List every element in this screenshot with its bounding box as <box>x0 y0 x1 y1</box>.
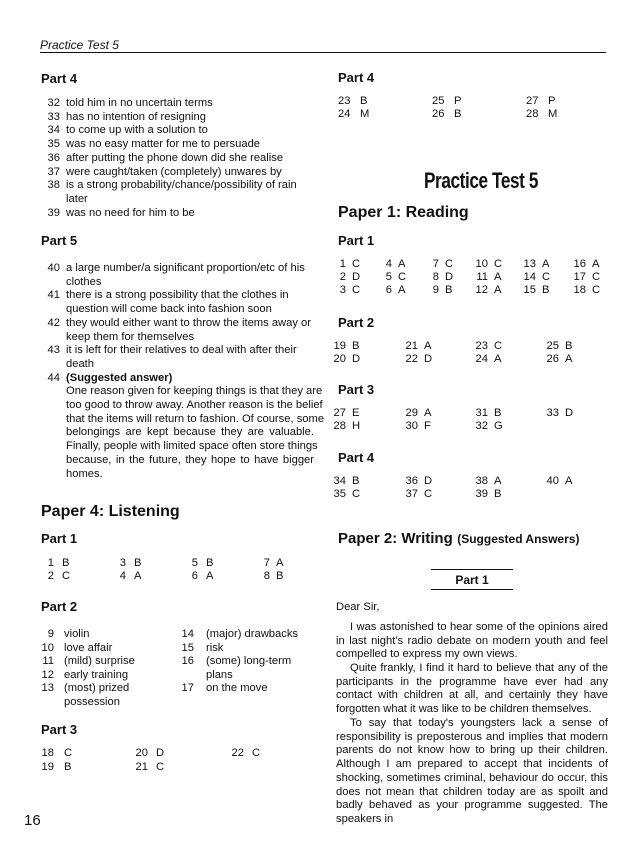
answer-number: 3 <box>339 284 346 296</box>
answer-number: 36 <box>405 475 418 487</box>
answer-letter: C <box>592 271 601 283</box>
answer-number: 32 <box>475 420 488 432</box>
answer-number: 4 <box>385 258 392 270</box>
header-rule <box>40 52 606 53</box>
answer-letter: B <box>565 340 573 352</box>
answer-number: 14 <box>523 271 536 283</box>
answer-letter: C <box>424 488 433 500</box>
answer-number: 8 <box>263 570 270 582</box>
answer-letter: D <box>352 271 361 283</box>
answer-letter: M <box>548 108 558 120</box>
answer-number: 5 <box>385 271 392 283</box>
answer-number: 33 <box>546 407 559 419</box>
answer-letter: A <box>276 557 284 569</box>
answer-letter: B <box>360 95 368 107</box>
answer-letter: A <box>494 475 502 487</box>
answer-number: 6 <box>191 570 198 582</box>
answer-letter: C <box>252 747 261 759</box>
answer-number: 31 <box>475 407 488 419</box>
answer-letter: H <box>352 420 361 432</box>
reading-part1-heading: Part 1 <box>338 233 375 248</box>
reading-part3-heading: Part 3 <box>338 382 375 397</box>
answer-letter: A <box>134 570 142 582</box>
letter-salutation: Dear Sir, <box>336 601 380 613</box>
answer-letter: C <box>156 760 165 773</box>
right-part4-heading: Part 4 <box>338 70 375 85</box>
answer-number: 13 <box>523 258 536 270</box>
answer-number: 35 <box>333 488 346 500</box>
answer-number: 38 <box>475 475 488 487</box>
answer-number: 6 <box>385 284 392 296</box>
answer-number: 8 <box>432 271 439 283</box>
letter-paragraph-1: I was astonished to hear some of the opinions aired in last night's radio debate on modern youth and feel compelled to express my own views. <box>336 621 608 661</box>
answer-letter: B <box>352 475 360 487</box>
part4-heading: Part 4 <box>41 71 78 86</box>
answer-number: 18 <box>573 284 586 296</box>
answer-letter: A <box>206 570 214 582</box>
answer-number: 23 <box>475 340 488 352</box>
answer-number: 3 <box>119 557 126 569</box>
answer-number: 20 <box>333 353 346 365</box>
answer-number: 25 <box>432 95 445 107</box>
page-number: 16 <box>24 812 41 829</box>
letter-paragraph-3: To say that today's youngsters lack a sense of responsibility is preposterous and implies that modern parents do not know how to bring up their children. Although I am prepared to accept that incidents of shocking, sometimes criminal, behaviour do occur, this does not mean that children today are as spoilt and badly behaved as your programme suggested. The speakers in <box>336 717 608 825</box>
answer-number: 25 <box>546 340 559 352</box>
answer-letter: A <box>565 475 573 487</box>
answer-letter: A <box>398 284 406 296</box>
answer-number: 16 <box>573 258 586 270</box>
answer-number: 19 <box>41 760 54 773</box>
answer-letter: C <box>398 271 407 283</box>
answer-letter: E <box>352 407 360 419</box>
list-item-continuation: question will come back into fashion soon <box>66 303 272 316</box>
paper2-subheading: (Suggested Answers) <box>457 532 580 546</box>
practice-test-title: Practice Test 5 <box>424 168 539 193</box>
answer-letter: A <box>494 271 502 283</box>
answer-number: 2 <box>339 271 346 283</box>
answer-number: 22 <box>231 747 244 759</box>
answer-letter: B <box>494 407 502 419</box>
answer-number: 20 <box>135 747 148 759</box>
answer-letter: C <box>542 271 551 283</box>
answer-letter: B <box>542 284 550 296</box>
answer-number: 26 <box>546 353 559 365</box>
answer-letter: A <box>592 258 600 270</box>
answer-letter: B <box>454 108 462 120</box>
answer-letter: C <box>352 284 361 296</box>
suggested-answer-line: too good to throw away. Another reason is the belief <box>66 399 323 411</box>
answer-letter: D <box>156 747 165 759</box>
answer-letter: A <box>424 340 432 352</box>
running-header: Practice Test 5 <box>40 38 119 52</box>
answer-number: 24 <box>338 108 351 120</box>
answer-number: 26 <box>432 108 445 120</box>
letter-paragraph-2: Quite frankly, I find it hard to believe that any of the participants in the programme have ever had any contact with children at all, and certainly they have forgotten what it was like to be children themselves. <box>336 662 608 716</box>
answer-number: 1 <box>47 557 54 569</box>
answer-number: 4 <box>119 570 126 582</box>
answer-number: 2 <box>47 570 54 582</box>
answer-letter: B <box>206 557 214 569</box>
answer-number: 1 <box>339 258 346 270</box>
answer-letter: C <box>445 258 454 270</box>
answer-number: 10 <box>475 258 488 270</box>
suggested-answer-line: belongings are kept because they are valuable. <box>66 426 314 439</box>
answer-number: 7 <box>432 258 439 270</box>
list-item-continuation: later <box>66 192 88 205</box>
answer-number: 5 <box>191 557 198 569</box>
answer-letter: A <box>424 407 432 419</box>
answer-number: 23 <box>338 95 351 107</box>
answer-number: 18 <box>41 747 54 759</box>
listening-part1-heading: Part 1 <box>41 531 78 546</box>
answer-letter: A <box>494 353 502 365</box>
answer-letter: C <box>352 488 361 500</box>
list-item-continuation: plans <box>206 668 233 681</box>
part1-rule-bottom <box>431 589 513 590</box>
answer-number: 21 <box>405 340 418 352</box>
answer-number: 15 <box>523 284 536 296</box>
answer-letter: A <box>542 258 550 270</box>
answer-number: 40 <box>546 475 559 487</box>
answer-letter: D <box>424 475 433 487</box>
answer-letter: D <box>352 353 361 365</box>
suggested-answer-line: homes. <box>66 467 103 480</box>
answer-number: 27 <box>333 407 346 419</box>
answer-letter: B <box>276 570 284 582</box>
answer-number: 21 <box>135 760 148 773</box>
answer-letter: M <box>360 108 370 120</box>
answer-number: 39 <box>475 488 488 500</box>
list-item-continuation: death <box>66 357 94 370</box>
answer-number: 29 <box>405 407 418 419</box>
suggested-answer-line: because, in the future, they hope to have bigger <box>66 453 314 466</box>
answer-letter: F <box>424 420 431 432</box>
list-item-continuation: keep them for themselves <box>66 330 195 343</box>
answer-letter: A <box>494 284 502 296</box>
answer-letter: C <box>64 747 73 759</box>
answer-letter: C <box>62 570 71 582</box>
answer-letter: D <box>565 407 574 419</box>
suggested-answer-line: Finally, people with limited space often store things <box>66 440 318 453</box>
answer-letter: D <box>424 353 433 365</box>
part1-rule-top <box>431 569 513 570</box>
answer-number: 9 <box>432 284 439 296</box>
suggested-answer-line: One reason given for keeping things is that they are <box>66 385 323 398</box>
answer-letter: B <box>134 557 142 569</box>
list-item-continuation: possession <box>64 695 120 708</box>
paper2-heading: Paper 2: Writing <box>338 530 453 547</box>
paper1-heading: Paper 1: Reading <box>338 204 469 221</box>
answer-letter: A <box>565 353 573 365</box>
part5-heading: Part 5 <box>41 233 78 248</box>
answer-letter: B <box>352 340 360 352</box>
answer-number: 37 <box>405 488 418 500</box>
answer-number: 34 <box>333 475 346 487</box>
answer-letter: P <box>548 95 556 107</box>
answer-number: 11 <box>476 271 488 283</box>
answer-number: 24 <box>475 353 488 365</box>
answer-letter: D <box>445 271 454 283</box>
answer-letter: C <box>494 340 503 352</box>
answer-letter: B <box>494 488 502 500</box>
answer-number: 30 <box>405 420 418 432</box>
answer-letter: C <box>352 258 361 270</box>
answer-number: 12 <box>475 284 488 296</box>
answer-letter: G <box>494 420 503 432</box>
answer-letter: B <box>445 284 453 296</box>
reading-part4-heading: Part 4 <box>338 450 375 465</box>
answer-number: 19 <box>333 340 346 352</box>
answer-number: 7 <box>263 557 270 569</box>
paper2-heading-row <box>338 530 579 548</box>
answer-letter: A <box>398 258 406 270</box>
list-item-continuation: clothes <box>66 275 102 288</box>
answer-number: 28 <box>526 108 539 120</box>
answer-letter: C <box>592 284 601 296</box>
suggested-answer-line: that the items will return to fashion. Of course, some <box>66 412 325 425</box>
answer-letter: B <box>64 760 72 773</box>
answer-number: 28 <box>333 420 346 432</box>
answer-letter: C <box>494 258 503 270</box>
paper4-heading: Paper 4: Listening <box>41 503 180 520</box>
writing-part1-label: Part 1 <box>455 573 489 587</box>
answer-number: 27 <box>526 95 539 107</box>
answer-number: 22 <box>405 353 418 365</box>
answer-letter: B <box>62 557 70 569</box>
answer-number: 17 <box>573 271 586 283</box>
listening-part2-heading: Part 2 <box>41 599 78 614</box>
listening-part3-heading: Part 3 <box>41 722 78 737</box>
reading-part2-heading: Part 2 <box>338 315 375 330</box>
answer-letter: P <box>454 95 462 107</box>
